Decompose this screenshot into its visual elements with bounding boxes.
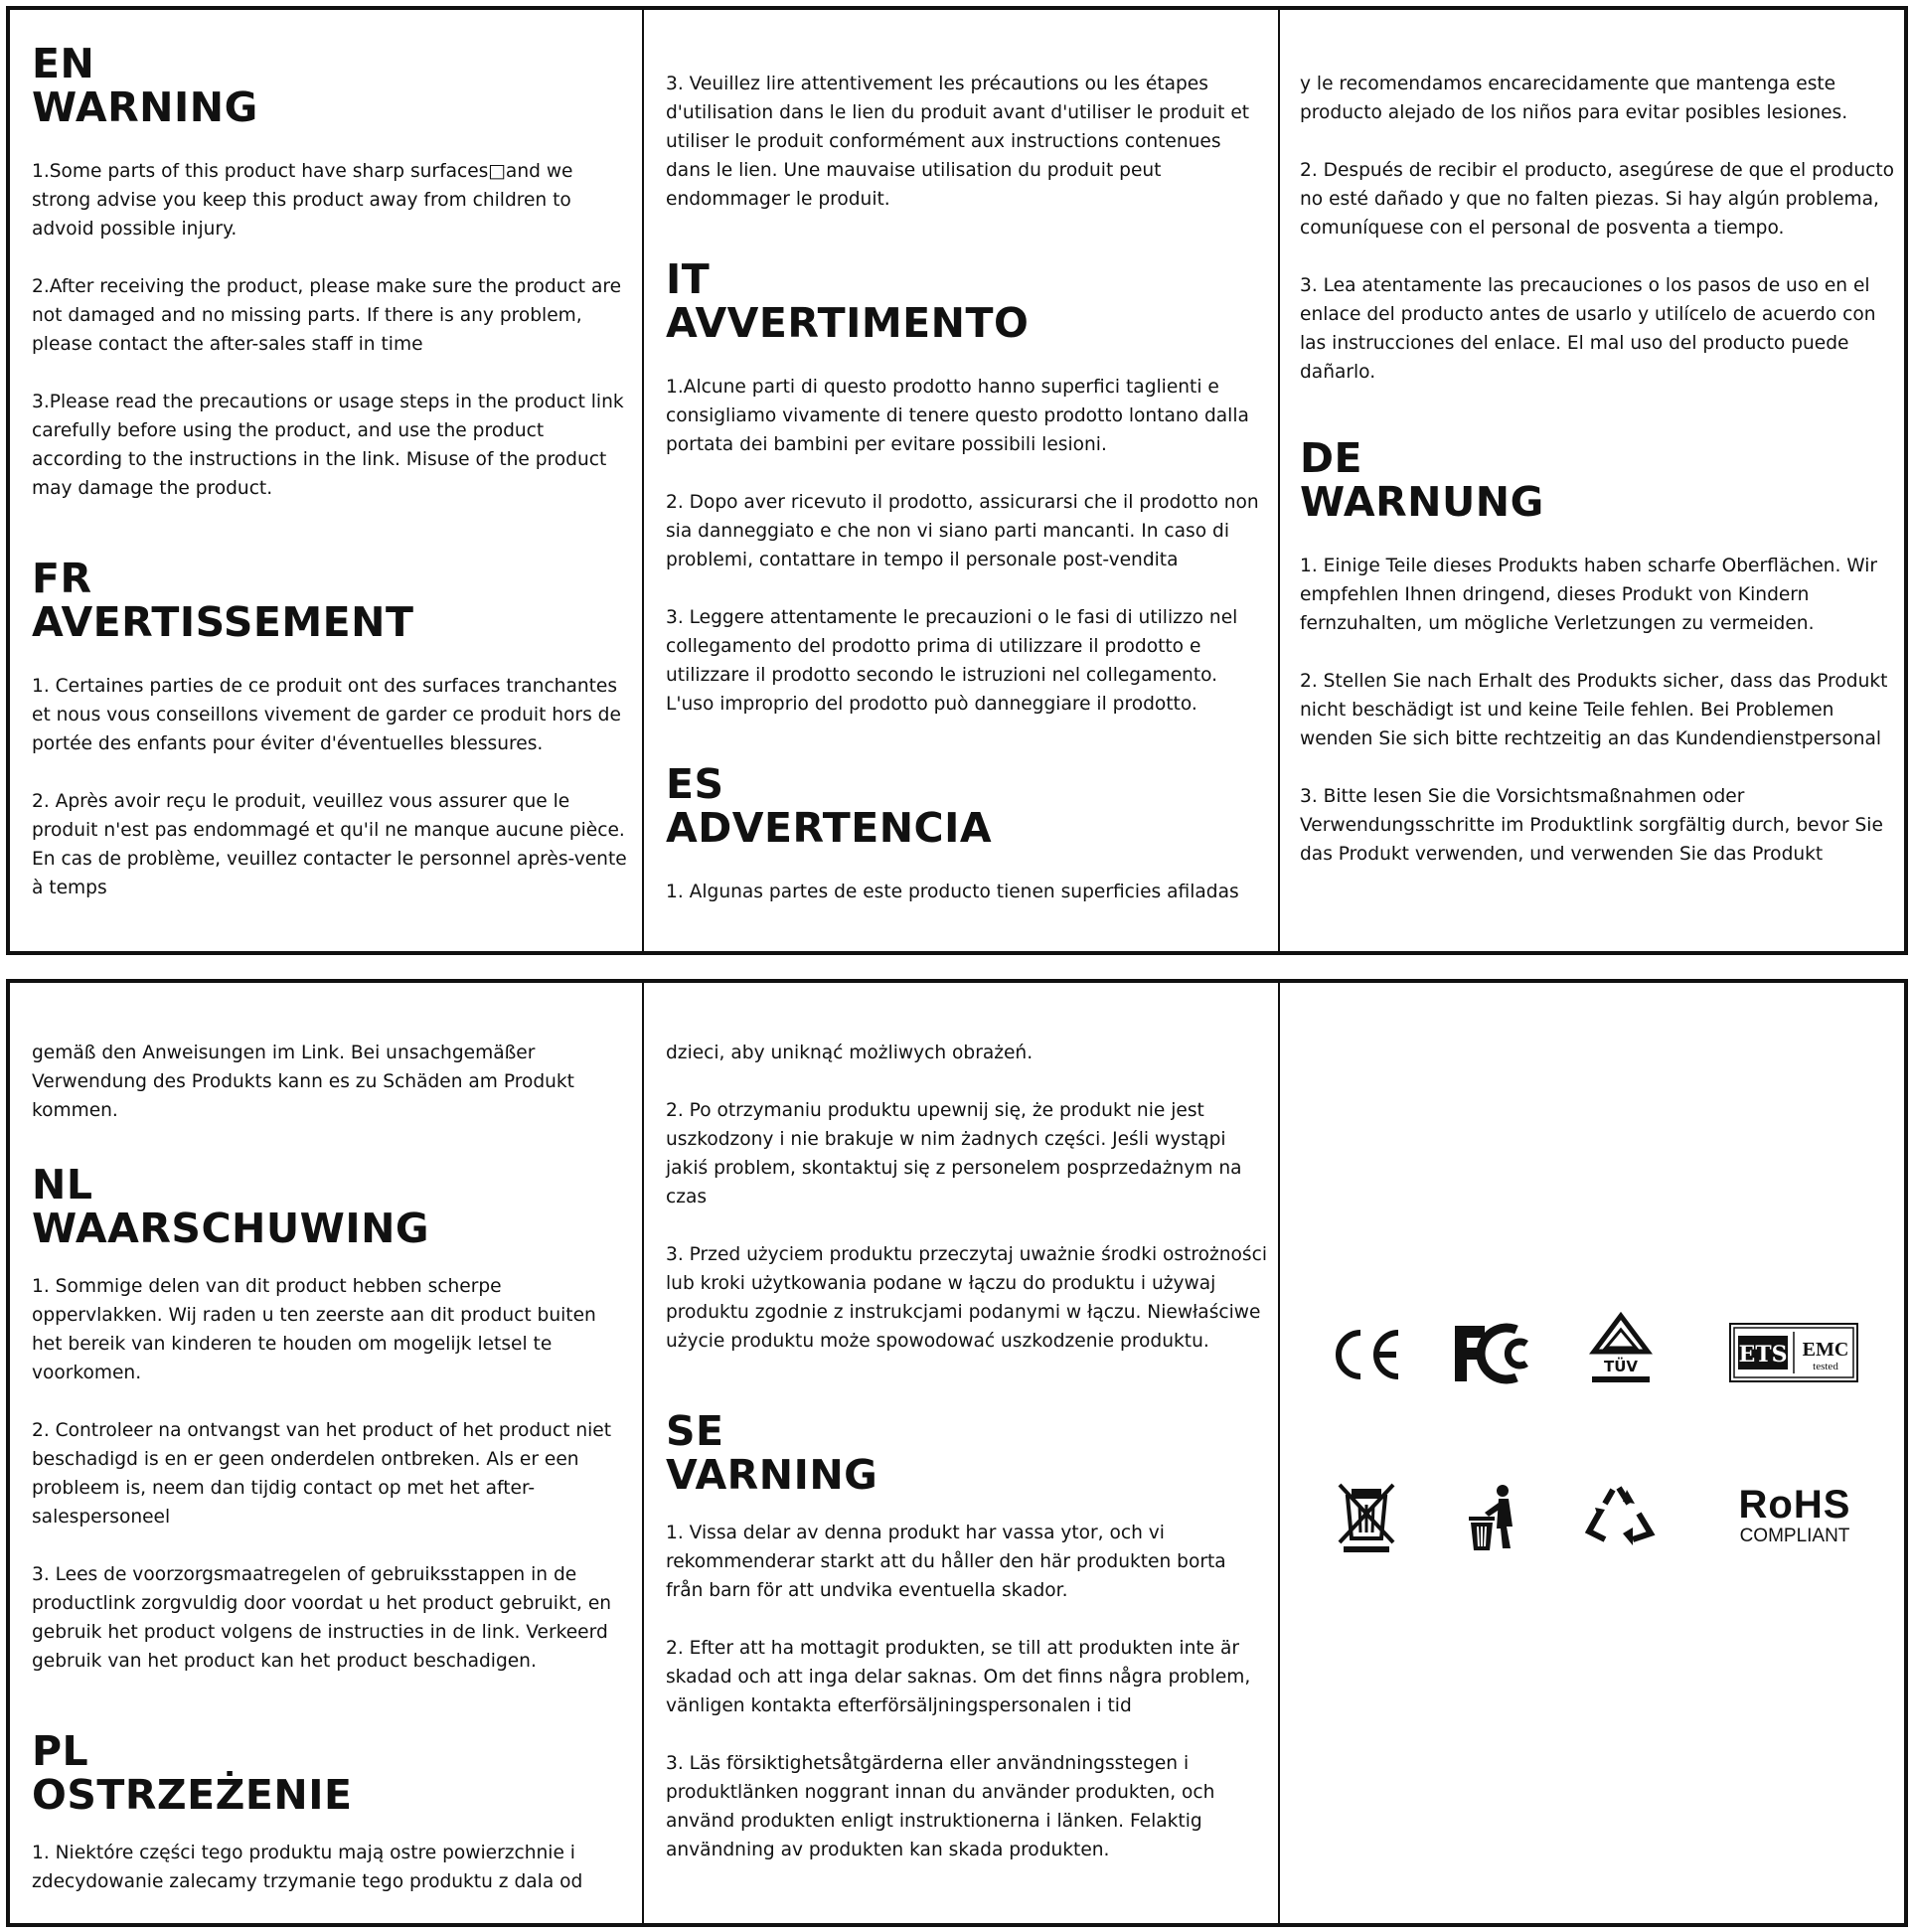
language-code-de: DE bbox=[1300, 434, 1363, 482]
warning-title-de: WARNUNG bbox=[1300, 478, 1544, 526]
document-panel-bottom bbox=[6, 979, 1908, 1927]
warning-title-nl: WAARSCHUWING bbox=[32, 1205, 430, 1252]
column-de-nl-pl bbox=[10, 983, 644, 1923]
section-heading-fr bbox=[32, 557, 632, 644]
language-code-nl: NL bbox=[32, 1161, 93, 1208]
language-code-en: EN bbox=[32, 40, 95, 87]
paragraph-es-3: 3. Lea atentamente las precauciones o los pasos de uso en el enlace del producto antes de usarlo y utilícelo de acuerdo con las instrucciones del enlace. El mal uso del producto puede dañarlo. bbox=[1300, 275, 1876, 383]
emc-tested-mark-icon bbox=[1727, 1321, 1860, 1384]
paragraph-nl-3: 3. Lees de voorzorgsmaatregelen of gebruiksstappen in de productlink zorgvuldig door voordat u het product gebruikt, en gebruik het product volgens de instructies in de link. Verkeerd gebruik van het product kan het product beschadigen. bbox=[32, 1564, 612, 1672]
tidyman-dispose-icon bbox=[1459, 1480, 1528, 1555]
section-heading-en bbox=[32, 42, 632, 129]
weee-crossed-bin-icon bbox=[1332, 1480, 1401, 1555]
rohs-compliant-label: COMPLIANT bbox=[1739, 1525, 1850, 1546]
warning-title-it: AVVERTIMENTO bbox=[666, 299, 1030, 347]
paragraph-it-2: 2. Dopo aver ricevuto il prodotto, assicurarsi che il prodotto non sia danneggiato e che non vi siano parti mancanti. In caso di problemi, contattare in tempo il personale post-vendita bbox=[666, 492, 1259, 570]
paragraph-fr-2: 2. Après avoir reçu le produit, veuillez vous assurer que le produit n'est pas endommagé et qu'il ne manque aucune pièce. En cas de problème, veuillez contacter le personnel après-vente à temps bbox=[32, 791, 627, 898]
language-code-pl: PL bbox=[32, 1727, 89, 1775]
rohs-label: RoHS bbox=[1738, 1482, 1851, 1527]
paragraph-fr-3: 3. Veuillez lire attentivement les précautions ou les étapes d'utilisation dans le lien du produit avant d'utiliser le produit et utiliser le produit conformément aux instructions contenues dans le lien. Une mauvaise utilisation du produit peut endommager le produit. bbox=[666, 74, 1250, 210]
section-heading-it bbox=[666, 257, 1268, 345]
paragraph-it-1: 1.Alcune parti di questo prodotto hanno superfici taglienti e consigliamo vivamente di tenere questo prodotto lontano dalla portata dei bambini per evitare possibili lesioni. bbox=[666, 377, 1249, 455]
paragraph-pl-2: 2. Po otrzymaniu produktu upewnij się, że produkt nie jest uszkodzony i nie brakuje w nim żadnych części. Jeśli wystąpi jakiś problem, skontaktuj się z personelem posprzedażnym na czas bbox=[666, 1100, 1242, 1208]
paragraph-de-2: 2. Stellen Sie nach Erhalt des Produkts sicher, dass das Produkt nicht beschädigt ist und keine Teile fehlen. Bei Problemen wenden Sie sich bitte rechtzeitig an das Kundendienstpersonal bbox=[1300, 671, 1888, 749]
paragraph-de-3: 3. Bitte lesen Sie die Vorsichtsmaßnahmen oder Verwendungsschritte im Produktlink sorgfältig durch, bevor Sie das Produkt verwenden, und verwenden Sie das Produkt bbox=[1300, 786, 1883, 865]
fcc-mark-icon bbox=[1449, 1319, 1544, 1388]
section-heading-de bbox=[1300, 436, 1900, 524]
column-en-fr bbox=[10, 10, 644, 951]
certification-logos bbox=[1280, 983, 1904, 1923]
tuv-mark-icon bbox=[1584, 1311, 1658, 1386]
warning-title-se: VARNING bbox=[666, 1451, 878, 1499]
language-code-se: SE bbox=[666, 1407, 724, 1455]
rohs-compliant-mark bbox=[1725, 1480, 1864, 1549]
svg-text:tested: tested bbox=[1813, 1361, 1838, 1372]
paragraph-fr-1: 1. Certaines parties de ce produit ont des surfaces tranchantes et nous vous conseillons vivement de garder ce produit hors de portée des enfants pour éviter d'éventuelles blessures. bbox=[32, 676, 621, 754]
paragraph-es-1-continued: y le recomendamos encarecidamente que mantenga este producto alejado de los niños para evitar posibles lesiones. bbox=[1300, 74, 1848, 123]
language-code-it: IT bbox=[666, 255, 711, 303]
warning-title-en: WARNING bbox=[32, 83, 258, 131]
paragraph-it-3: 3. Leggere attentamente le precauzioni o le fasi di utilizzo nel collegamento del prodotto prima di utilizzare il prodotto e utilizzare il prodotto secondo le istruzioni nel collegamento. L'uso improprio del prodotto può danneggiare il prodotto. bbox=[666, 607, 1238, 715]
ce-mark-icon bbox=[1322, 1323, 1411, 1386]
svg-text:EMC: EMC bbox=[1802, 1339, 1849, 1361]
paragraph-pl-1-continued: dzieci, aby uniknąć możliwych obrażeń. bbox=[666, 1043, 1034, 1063]
column-certification-logos bbox=[1280, 983, 1904, 1923]
paragraph-nl-2: 2. Controleer na ontvangst van het product of het product niet beschadigd is en er geen onderdelen ontbreken. Als er een probleem is, neem dan tijdig contact op met het after-salespersoneel bbox=[32, 1420, 612, 1528]
column-es-de bbox=[1280, 10, 1904, 951]
column-fr-it-es bbox=[644, 10, 1280, 951]
paragraph-de-3-continued: gemäß den Anweisungen im Link. Bei unsachgemäßer Verwendung des Produkts kann es zu Schäden am Produkt kommen. bbox=[32, 1043, 574, 1121]
section-heading-se bbox=[666, 1409, 1268, 1497]
language-code-es: ES bbox=[666, 760, 724, 808]
column-pl-se bbox=[644, 983, 1280, 1923]
section-heading-es bbox=[666, 762, 1268, 850]
paragraph-en-3: 3.Please read the precautions or usage steps in the product link carefully before using the product, and use the product according to the instructions in the link. Misuse of the product may damage the product. bbox=[32, 392, 624, 499]
paragraph-en-1: 1.Some parts of this product have sharp surfaces□and we strong advise you keep this product away from children to advoid possible injury. bbox=[32, 161, 573, 240]
warning-title-es: ADVERTENCIA bbox=[666, 804, 993, 852]
language-code-fr: FR bbox=[32, 555, 92, 602]
paragraph-se-3: 3. Läs försiktighetsåtgärderna eller användningsstegen i produktlänken noggrant innan du använder produkten, och använd produkten enligt instruktionerna i länken. Felaktig användning av produkten kan skada produkten. bbox=[666, 1753, 1215, 1860]
warning-title-pl: OSTRZEŻENIE bbox=[32, 1771, 353, 1819]
paragraph-pl-3: 3. Przed użyciem produktu przeczytaj uważnie środki ostrożności lub kroki użytkowania podane w łączu do produktu i używaj produktu zgodnie z instrukcjami podanymi w łączu. Niewłaściwe użycie produktu może spowodować uszkodzenie produktu. bbox=[666, 1244, 1267, 1352]
paragraph-se-2: 2. Efter att ha mottagit produkten, se till att produkten inte är skadad och att inga delar saknas. Om det finns några problem, vänligen kontakta efterförsäljningspersonalen i tid bbox=[666, 1638, 1251, 1716]
paragraph-pl-1: 1. Niektóre części tego produktu mają ostre powierzchnie i zdecydowanie zalecamy trzymanie tego produktu z dala od bbox=[32, 1843, 583, 1892]
paragraph-es-1: 1. Algunas partes de este producto tienen superficies afiladas bbox=[666, 882, 1239, 902]
paragraph-de-1: 1. Einige Teile dieses Produkts haben scharfe Oberflächen. Wir empfehlen Ihnen dringend, dieses Produkt von Kindern fernzuhalten, um mögliche Verletzungen zu vermeiden. bbox=[1300, 556, 1878, 634]
svg-text:ETS: ETS bbox=[1738, 1342, 1788, 1368]
paragraph-es-2: 2. Después de recibir el producto, asegúrese de que el producto no esté dañado y que no falten piezas. Si hay algún problema, comuníquese con el personal de posventa a tiempo. bbox=[1300, 160, 1895, 239]
paragraph-en-2: 2.After receiving the product, please make sure the product are not damaged and no missing parts. If there is any problem, please contact the after-sales staff in time bbox=[32, 276, 622, 355]
section-heading-nl bbox=[32, 1163, 632, 1250]
warning-title-fr: AVERTISSEMENT bbox=[32, 598, 414, 646]
section-heading-pl bbox=[32, 1729, 632, 1817]
svg-text:TÜV: TÜV bbox=[1603, 1358, 1639, 1375]
paragraph-se-1: 1. Vissa delar av denna produkt har vassa ytor, och vi rekommenderar starkt att du håller den här produkten borta från barn för att undvika eventuella skador. bbox=[666, 1523, 1226, 1601]
paragraph-nl-1: 1. Sommige delen van dit product hebben scherpe oppervlakken. Wij raden u ten zeerste aan dit product buiten het bereik van kinderen te houden om mogelijk letsel te voorkomen. bbox=[32, 1276, 596, 1383]
recycle-icon bbox=[1582, 1480, 1658, 1549]
document-panel-top bbox=[6, 6, 1908, 955]
